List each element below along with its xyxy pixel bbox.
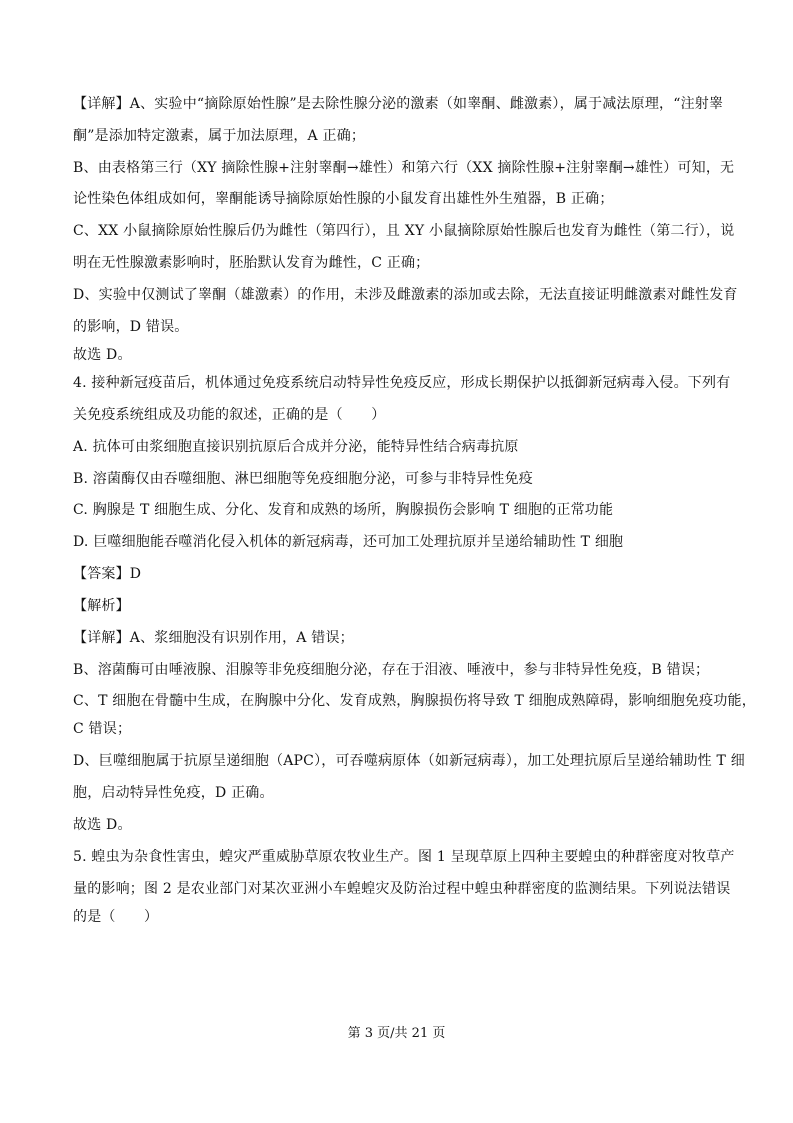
- question-5-stem: 5. 蝗虫为杂食性害虫，蝗灾严重威胁草原农牧业生产。图 1 呈现草原上四种主要蝗虫的种群密度对牧草产: [73, 849, 735, 865]
- text-line: 的影响，D 错误。: [73, 319, 189, 335]
- page-number: 第 3 页/共 21 页: [347, 1026, 446, 1041]
- answer-label: 【答案】D: [73, 566, 142, 582]
- option-b: B. 溶菌酶仅由吞噬细胞、淋巴细胞等免疫细胞分泌，可参与非特异性免疫: [73, 471, 533, 487]
- text-line: 明在无性腺激素影响时，胚胎默认发育为雌性，C 正确；: [73, 255, 430, 271]
- text-line: C、XX 小鼠摘除原始性腺后仍为雌性（第四行），且 XY 小鼠摘除原始性腺后也发育为雌性（第二行），说: [73, 223, 735, 239]
- text-line: C 错误；: [73, 721, 132, 737]
- text-line: 【详解】A、浆细胞没有识别作用，A 错误；: [73, 630, 354, 646]
- text-line: 论性染色体组成如何，睾酮能诱导摘除原始性腺的小鼠发育出雄性外生殖器，B 正确；: [73, 191, 614, 207]
- text-line: B、溶菌酶可由唾液腺、泪腺等非免疫细胞分泌，存在于泪液、唾液中，参与非特异性免疫，B 错误；: [73, 662, 710, 678]
- question-5-stem: 的是（ ）: [73, 909, 159, 925]
- text-line: C、T 细胞在骨髓中生成，在胸腺中分化、发育成熟，胸腺损伤将导致 T 细胞成熟障碍，影响细胞免疫功能，: [73, 693, 756, 709]
- text-line: 故选 D。: [73, 817, 132, 833]
- text-line: D、实验中仅测试了睾酮（雄激素）的作用，未涉及雌激素的添加或去除，无法直接证明雌激素对雌性发育: [73, 287, 738, 303]
- text-line: 胞，启动特异性免疫，D 正确。: [73, 785, 274, 801]
- option-d: D. 巨噬细胞能吞噬消化侵入机体的新冠病毒，还可加工处理抗原并呈递给辅助性 T 细胞: [73, 534, 624, 550]
- analysis-label: 【解析】: [73, 598, 130, 614]
- text-line: 故选 D。: [73, 347, 132, 363]
- text-line: B、由表格第三行（XY 摘除性腺+注射睾酮→雄性）和第六行（XX 摘除性腺+注射睾酮→雄性）可知，无: [73, 160, 735, 176]
- option-c: C. 胸腺是 T 细胞生成、分化、发育和成熟的场所，胸腺损伤会影响 T 细胞的正常功能: [73, 502, 614, 518]
- question-5-stem: 量的影响；图 2 是农业部门对某次亚洲小车蝗蝗灾及防治过程中蝗虫种群密度的监测结果。下列说法错误: [73, 881, 731, 897]
- question-4-stem: 4. 接种新冠疫苗后，机体通过免疫系统启动特异性免疫反应，形成长期保护以抵御新冠病毒入侵。下列有: [73, 375, 731, 391]
- option-a: A. 抗体可由浆细胞直接识别抗原后合成并分泌，能特异性结合病毒抗原: [73, 439, 519, 455]
- text-line: D、巨噬细胞属于抗原呈递细胞（APC），可吞噬病原体（如新冠病毒），加工处理抗原后呈递给辅助性 T 细: [73, 753, 745, 769]
- question-4-stem: 关免疫系统组成及功能的叙述，正确的是（ ）: [73, 407, 386, 423]
- text-line: 【详解】A、实验中“摘除原始性腺”是去除性腺分泌的激素（如睾酮、雌激素），属于减法原理，“注射睾: [73, 96, 724, 112]
- text-line: 酮”是添加特定激素，属于加法原理，A 正确；: [73, 128, 366, 144]
